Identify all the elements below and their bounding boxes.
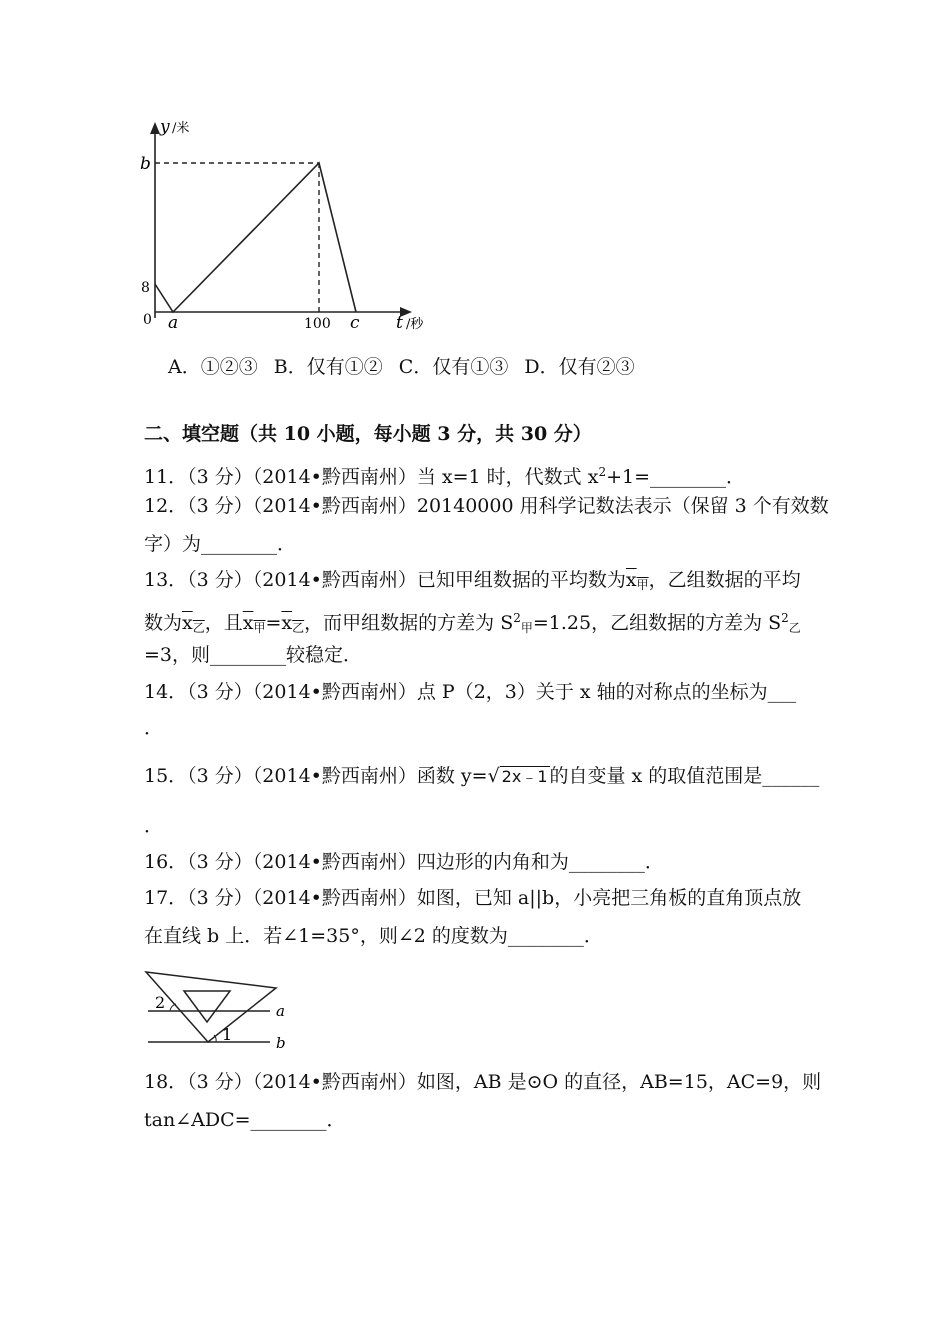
question-11 — [144, 460, 745, 489]
q13-xbar-yi-2: $x_乙$ — [281, 612, 305, 635]
choice-c: C．仅有①③ — [398, 356, 509, 378]
question-13-line1 — [144, 568, 801, 597]
q11-sup: 2 — [598, 465, 607, 479]
x-axis-label: t — [396, 313, 403, 333]
question-13-line2: 数为$x_乙$，且$x_甲=x_乙$，而甲组数据的方差为 $S^2_甲=1.25$，乙组数据的方差为 $S^2_乙$ — [144, 611, 801, 635]
label-2: 2 — [155, 993, 166, 1012]
section-title: 二、填空题（共 10 小题，每小题 3 分，共 30 分） — [144, 423, 592, 445]
label-1: 1 — [222, 1025, 233, 1044]
question-13-line3: =3，则________较稳定． — [144, 644, 363, 666]
label-b: b — [276, 1034, 286, 1052]
label-8: 8 — [141, 280, 150, 296]
label-a: a — [276, 1002, 285, 1020]
choice-d: D．仅有②③ — [524, 356, 635, 378]
q13-tail: ，乙组数据的平均 — [648, 569, 801, 591]
label-a: a — [168, 313, 179, 333]
label-b: b — [140, 154, 151, 174]
label-100: 100 — [304, 316, 331, 332]
label-c: c — [350, 313, 360, 333]
choice-a: A．①②③ — [168, 356, 258, 378]
q11-text: 11．（3 分）（2014•黔西南州）当 x=1 时，代数式 x — [144, 466, 599, 488]
question-15-line2: ． — [144, 815, 164, 837]
y-axis-unit: /米 — [172, 121, 190, 136]
q13-xbar-jia-2: $x_甲$ — [242, 612, 266, 635]
q15-radicand: 2x﹣1 — [501, 767, 548, 786]
x-axis-unit: /秒 — [406, 317, 424, 332]
y-axis-label: y — [160, 117, 170, 137]
graph-line — [155, 163, 356, 312]
q13-xbar-yi: $x_乙$ — [182, 612, 205, 635]
answer-choices — [168, 352, 635, 379]
inner-triangle — [184, 991, 230, 1022]
y-axis-arrow — [150, 122, 160, 134]
q15-sqrt-sign: √ — [487, 765, 500, 787]
question-18-line1: 18．（3 分）（2014•黔西南州）如图，AB 是⊙O 的直径，AB=15，AC=9，则 — [144, 1071, 822, 1093]
figure-17-triangle — [140, 964, 300, 1056]
q13-text: 13．（3 分）（2014•黔西南州）已知甲组数据的平均数为 — [144, 569, 626, 591]
q13-xbar-jia: $x_甲$ — [625, 569, 649, 592]
question-17-line1: 17．（3 分）（2014•黔西南州）如图，已知 a||b，小亮把三角板的直角顶点放 — [144, 887, 802, 909]
question-17-line2: 在直线 b 上．若∠1=35°，则∠2 的度数为________． — [144, 925, 603, 947]
question-14-line1: 14．（3 分）（2014•黔西南州）点 P（2，3）关于 x 轴的对称点的坐标为___ — [144, 681, 797, 703]
label-0: 0 — [143, 312, 152, 328]
question-15-line1: 15．（3 分）（2014•黔西南州）函数 y=√ 2x﹣1 的自变量 x 的取值范围是______ — [144, 765, 820, 787]
question-14-line2: ． — [144, 717, 164, 739]
outer-triangle — [146, 972, 276, 1042]
question-18-line2: tan∠ADC=________． — [144, 1109, 346, 1131]
choice-b: B．仅有①② — [273, 356, 383, 378]
q11-tail: +1=________． — [606, 466, 746, 488]
question-12-line1: 12．（3 分）（2014•黔西南州）20140000 用科学记数法表示（保留 3 个有效数 — [144, 495, 829, 517]
distance-time-graph — [138, 112, 438, 334]
question-12-line2: 字）为________． — [144, 533, 297, 555]
question-16: 16．（3 分）（2014•黔西南州）四边形的内角和为________． — [144, 851, 664, 873]
